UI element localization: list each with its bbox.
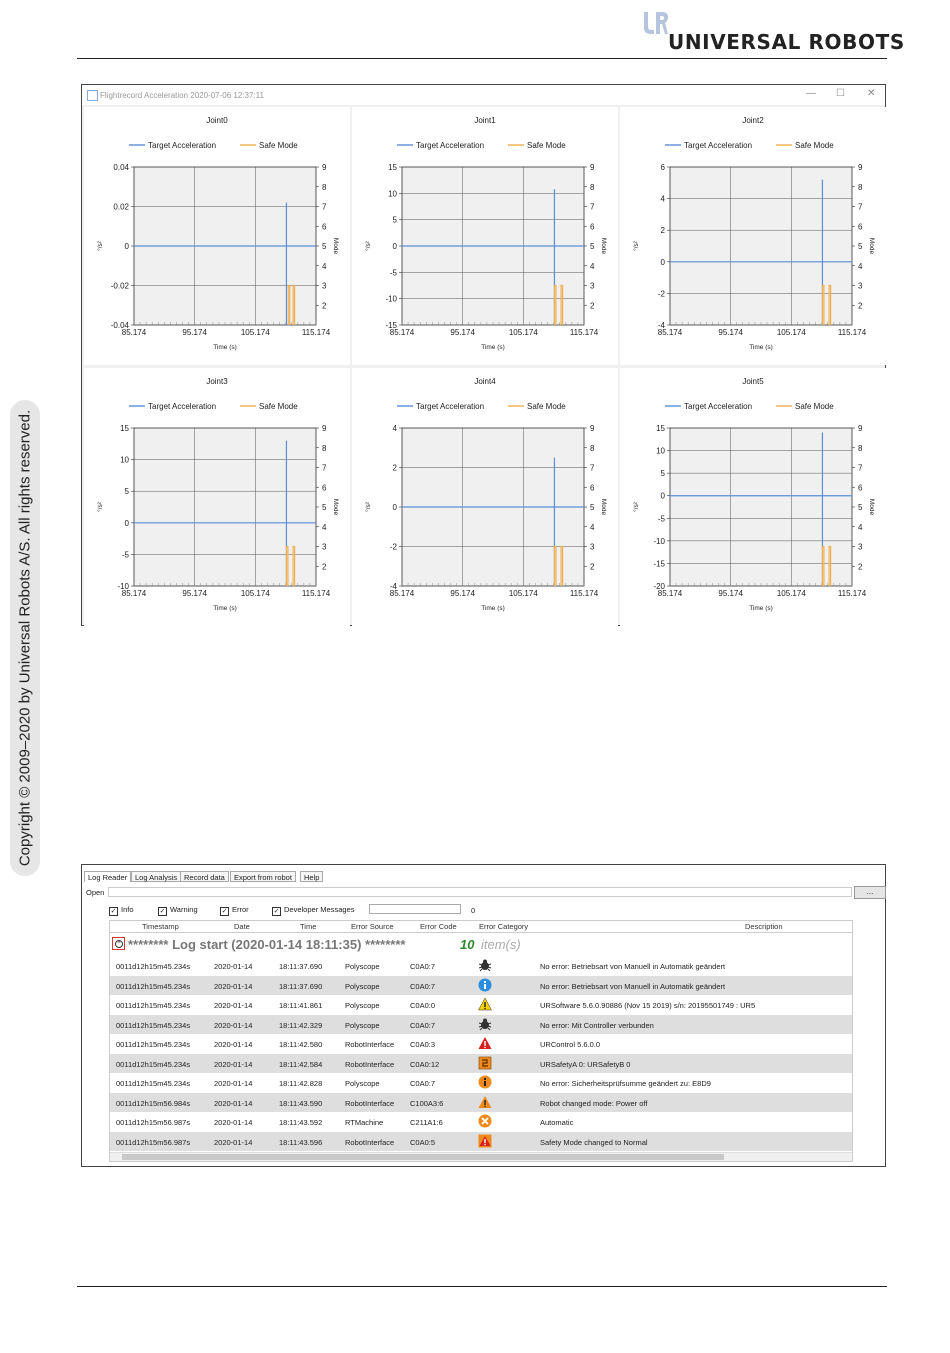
y-tick-label: -5 [657,514,665,524]
chart-panel-joint4 [352,368,618,626]
cell-date: 2020-01-14 [214,1001,253,1010]
x-tick-label: 105.174 [776,328,806,337]
cell-src: Polyscope [345,1001,380,1010]
scrollbar-thumb[interactable] [122,1154,724,1160]
y2-tick-label: 9 [322,163,327,172]
y2-tick-label: 8 [590,443,595,453]
plot-area [670,167,852,325]
y-tick-label: -2 [389,542,397,552]
fault-icon [478,1114,492,1128]
y-axis-label: °/s² [365,241,372,251]
y2-tick-label: 3 [322,281,327,291]
cell-src: RobotInterface [345,1098,395,1108]
brand-name: UNIVERSAL ROBOTS [668,30,905,54]
table-row[interactable] [110,976,852,995]
cell-ts: 0011d12h15m45.234s [116,981,191,991]
window-title: Flightrecord Acceleration 2020-07-06 12:37:11 [100,91,264,100]
cell-date: 2020-01-14 [214,1137,253,1147]
group-title: ******** Log start (2020-01-14 18:11:35) ******** [128,937,406,952]
cell-src: RTMachine [345,1118,384,1127]
cell-ts: 0011d12h15m56.987s [116,1118,191,1127]
y-tick-label: -15 [385,321,397,330]
y-tick-label: 0 [124,518,129,528]
cell-desc: Automatic [540,1118,574,1127]
y-tick-label: -10 [653,536,665,546]
y-tick-label: -15 [653,559,665,569]
cell-desc: URControl 5.6.0.0 [540,1040,601,1049]
y-axis-label: °/s² [97,241,104,251]
close-button[interactable]: ✕ [867,88,876,99]
y2-tick-label: 8 [322,443,327,453]
cell-ts: 0011d12h15m45.234s [116,1001,191,1010]
cell-code: C0A0:7 [410,1020,436,1030]
legend-label-target: Target Acceleration [148,402,217,411]
y-tick-label: 2 [392,463,397,473]
cell-time: 18:11:42.584 [279,1059,323,1069]
y-tick-label: 0 [660,491,665,501]
y-tick-label: 0 [124,242,129,251]
chevron-up-icon: ^ [115,940,123,948]
cell-desc: No error: Betriebsart von Manuell in Automatik geändert [540,981,726,991]
notice-icon [478,1075,492,1089]
y2-tick-label: 4 [858,522,863,532]
x-axis-label: Time (s) [749,344,773,351]
checkbox-check-icon: ✓ [110,908,117,915]
log-table [109,920,853,1162]
y-tick-label: 4 [660,194,665,204]
cell-code: C100A3:6 [410,1098,444,1108]
chart-title: Joint1 [474,116,496,125]
header-rule [77,58,887,59]
cell-desc: URSoftware 5.6.0.90886 (Nov 15 2019) s/n: 20195501749 : UR5 [540,1001,756,1010]
x-axis-label: Time (s) [481,605,505,612]
cell-time: 18:11:43.592 [279,1118,323,1127]
x-tick-label: 115.174 [301,589,331,598]
cell-code: C0A0:7 [410,981,436,991]
cell-ts: 0011d12h15m45.234s [116,1079,191,1088]
y2-tick-label: 7 [858,463,863,473]
column-timestamp[interactable]: Timestamp [142,922,179,931]
y2-tick-label: 6 [322,483,327,493]
cell-ts: 0011d12h15m45.234s [116,1040,191,1049]
y2-tick-label: 5 [322,503,327,512]
orange-warning-icon [478,1095,492,1109]
checkbox-check-icon: ✓ [159,908,166,915]
y2-tick-label: 4 [322,522,327,532]
x-tick-label: 95.174 [450,328,475,337]
y-tick-label: -20 [653,582,665,591]
legend-label-safe: Safe Mode [527,402,566,411]
chart-title: Joint4 [474,377,496,386]
y-tick-label: 15 [656,424,665,433]
y2-tick-label: 2 [322,562,327,572]
table-row[interactable] [110,1015,852,1034]
cell-ts: 0011d12h15m45.234s [116,1020,191,1030]
y-tick-label: 4 [392,424,397,433]
cell-desc: URSafetyA 0: URSafetyB 0 [540,1059,631,1069]
y-tick-label: 5 [660,469,665,479]
x-tick-label: 105.174 [776,589,806,598]
cell-desc: Robot changed mode: Power off [540,1098,648,1108]
bug-icon [478,1017,492,1031]
checkbox-check-icon: ✓ [273,908,280,915]
cell-src: Polyscope [345,981,380,991]
horizontal-scrollbar[interactable] [110,1152,852,1161]
legend-label-safe: Safe Mode [259,141,298,150]
chart-joint2 [620,107,886,365]
cell-code: C0A0:7 [410,962,436,971]
y2-axis-label: Mode [332,498,339,516]
y-tick-label: -5 [389,268,397,278]
filter-warning-label: Warning [170,905,198,914]
open-path-input[interactable] [108,887,852,897]
chart-joint5 [620,368,886,626]
x-tick-label: 105.174 [240,589,270,598]
table-row[interactable] [110,1073,852,1092]
x-tick-label: 115.174 [837,589,867,598]
y-axis-label: °/s² [633,241,640,251]
y-axis-label: °/s² [97,502,104,512]
y2-tick-label: 6 [858,483,863,493]
cell-time: 18:11:43.596 [279,1137,323,1147]
x-axis-label: Time (s) [213,605,237,612]
table-row[interactable] [110,956,852,975]
legend-label-safe: Safe Mode [795,141,834,150]
x-tick-label: 85.174 [657,589,683,598]
y2-tick-label: 6 [322,222,327,232]
window-titlebar [82,85,885,105]
group-count: 10 [460,937,475,952]
maximize-button[interactable]: ☐ [836,88,845,99]
x-tick-label: 115.174 [569,589,599,598]
cell-time: 18:11:42.329 [279,1020,323,1030]
browse-button[interactable]: ... [854,886,886,899]
table-row[interactable] [110,1112,852,1131]
x-axis-label: Time (s) [749,605,773,612]
tab-help[interactable]: Help [300,871,323,882]
y-tick-label: -4 [657,321,665,330]
cell-src: Polyscope [345,962,380,971]
x-tick-label: 115.174 [301,328,331,337]
y-axis-label: °/s² [365,502,372,512]
y2-axis-label: Mode [868,498,875,516]
collapse-button[interactable] [112,937,125,950]
y2-tick-label: 6 [858,222,863,232]
tab-record-data[interactable]: Record data [180,871,229,882]
chart-panel-joint0 [84,107,350,365]
x-tick-label: 95.174 [182,589,207,598]
cell-code: C0A0:3 [410,1040,436,1049]
cell-desc: No error: Betriebsart von Manuell in Automatik geändert [540,962,726,971]
plot-area [670,428,852,586]
y-tick-label: 15 [120,424,129,433]
chart-joint3 [84,368,350,626]
legend-label-target: Target Acceleration [684,141,753,150]
cell-date: 2020-01-14 [214,981,253,991]
log-group-row [110,933,852,955]
x-tick-label: 95.174 [450,589,475,598]
cell-src: Polyscope [345,1020,380,1030]
cell-date: 2020-01-14 [214,1059,253,1069]
cell-code: C211A1:6 [410,1118,443,1127]
y2-tick-label: 9 [858,163,863,172]
x-tick-label: 95.174 [718,328,743,337]
y2-tick-label: 4 [858,261,863,271]
y-tick-label: 0.04 [113,163,129,172]
column-error-code[interactable]: Error Code [420,922,457,931]
cell-code: C0A0:7 [410,1079,436,1088]
y-tick-label: -4 [389,582,397,591]
y2-tick-label: 3 [590,281,595,291]
app-icon [87,90,98,101]
filter-developer-checkbox[interactable] [272,905,354,916]
flightrecord-window [81,84,886,626]
x-tick-label: 95.174 [182,328,207,337]
cell-desc: No error: Mit Controller verbunden [540,1020,654,1030]
cell-date: 2020-01-14 [214,1098,253,1108]
y2-tick-label: 8 [858,443,863,453]
chart-panel-joint3 [84,368,350,626]
y-tick-label: 5 [124,487,129,497]
x-tick-label: 85.174 [121,328,147,337]
bug-icon [478,958,492,972]
y2-tick-label: 5 [858,503,863,512]
table-row[interactable] [110,1132,852,1151]
cell-time: 18:11:42.580 [279,1040,323,1049]
y2-tick-label: 6 [590,222,595,232]
y-tick-label: 0 [392,503,397,512]
group-items-label: item(s) [481,937,521,952]
y2-tick-label: 5 [858,242,863,251]
y2-axis-label: Mode [600,498,607,516]
cell-code: C0A0:12 [410,1059,440,1069]
cell-date: 2020-01-14 [214,1020,253,1030]
cell-time: 18:11:41.861 [279,1001,323,1010]
y-tick-label: 2 [660,226,665,236]
tab-log-reader[interactable]: Log Reader [84,871,131,882]
y-tick-label: 15 [388,163,397,172]
cell-src: RobotInterface [345,1059,395,1069]
column-description[interactable]: Description [745,922,783,931]
y2-axis-label: Mode [332,237,339,255]
x-tick-label: 105.174 [508,589,538,598]
y-tick-label: 10 [120,455,129,465]
legend-label-target: Target Acceleration [416,402,485,411]
x-tick-label: 85.174 [121,589,147,598]
y2-axis-label: Mode [868,237,875,255]
cell-src: RobotInterface [345,1137,395,1147]
y2-tick-label: 8 [590,182,595,192]
y2-tick-label: 5 [590,242,595,251]
cell-src: RobotInterface [345,1040,395,1049]
cell-time: 18:11:37.690 [279,962,323,971]
y2-tick-label: 4 [590,522,595,532]
cell-desc: Safety Mode changed to Normal [540,1137,648,1147]
x-tick-label: 85.174 [389,328,415,337]
cell-ts: 0011d12h15m56.984s [116,1098,191,1108]
y2-tick-label: 5 [322,242,327,251]
chart-title: Joint0 [206,116,228,125]
filter-search-input[interactable] [369,904,461,914]
y2-tick-label: 6 [590,483,595,493]
y2-tick-label: 2 [590,562,595,572]
ur-logo-icon [642,10,668,36]
x-tick-label: 85.174 [657,328,683,337]
legend-label-target: Target Acceleration [416,141,485,150]
x-axis-label: Time (s) [213,344,237,351]
y-tick-label: 10 [388,189,397,199]
y2-tick-label: 7 [322,463,327,473]
y2-tick-label: 3 [858,281,863,291]
filter-warning-checkbox[interactable] [158,905,198,916]
minimize-button[interactable]: — [806,88,816,99]
cell-time: 18:11:42.828 [279,1079,323,1088]
cell-date: 2020-01-14 [214,962,253,971]
y2-tick-label: 8 [858,182,863,192]
chart-title: Joint2 [742,116,764,125]
tab-export-from-robot[interactable]: Export from robot [230,871,296,882]
table-header [110,921,852,933]
x-tick-label: 105.174 [508,328,538,337]
x-axis-label: Time (s) [481,344,505,351]
y2-tick-label: 2 [590,301,595,311]
chart-title: Joint3 [206,377,228,386]
violation-icon [478,1134,492,1148]
y-tick-label: -10 [385,294,397,304]
y2-tick-label: 7 [858,202,863,212]
legend-label-target: Target Acceleration [148,141,217,150]
safety-icon [478,1056,492,1070]
y2-tick-label: 4 [590,261,595,271]
x-tick-label: 105.174 [240,328,270,337]
filter-error-checkbox[interactable] [220,905,249,916]
y-tick-label: 0.02 [113,202,129,212]
y-tick-label: 10 [656,446,665,456]
y2-axis-label: Mode [600,237,607,255]
error-triangle-icon [478,1036,492,1050]
y2-tick-label: 7 [590,202,595,212]
y-tick-label: -0.04 [110,321,129,330]
y-tick-label: -2 [657,289,665,299]
tab-log-analysis[interactable]: Log Analysis [131,871,181,882]
y2-tick-label: 7 [590,463,595,473]
y2-tick-label: 8 [322,182,327,192]
chart-joint1 [352,107,618,365]
cell-date: 2020-01-14 [214,1079,253,1088]
chart-panel-joint1 [352,107,618,365]
cell-ts: 0011d12h15m45.234s [116,1059,191,1069]
cell-desc: No error: Sicherheitsprüfsumme geändert zu: E8D9 [540,1079,711,1088]
open-label: Open [86,888,105,897]
y-tick-label: 6 [660,163,665,172]
y2-tick-label: 9 [590,424,595,433]
legend-label-target: Target Acceleration [684,402,753,411]
y2-tick-label: 3 [322,542,327,552]
filter-info-checkbox[interactable] [109,905,134,916]
warning-icon [478,997,492,1011]
chart-grid [82,105,885,625]
y2-tick-label: 9 [322,424,327,433]
y2-tick-label: 2 [322,301,327,311]
y-axis-label: °/s² [633,502,640,512]
y2-tick-label: 4 [322,261,327,271]
filter-count: 0 [471,906,476,915]
y2-tick-label: 9 [858,424,863,433]
info-icon [478,978,492,992]
table-row[interactable] [110,1054,852,1073]
copyright-text: Copyright © 2009–2020 by Universal Robots A/S. All rights reserved. [16,409,34,867]
filter-info-label: Info [121,905,134,914]
chart-title: Joint5 [742,377,764,386]
legend-label-safe: Safe Mode [259,402,298,411]
y-tick-label: -10 [117,582,129,591]
column-error-source[interactable]: Error Source [351,922,394,931]
cell-src: Polyscope [345,1079,380,1088]
column-date[interactable]: Date [234,922,250,931]
y2-tick-label: 2 [858,562,863,572]
table-row[interactable] [110,995,852,1014]
log-reader-window [81,864,886,1167]
x-tick-label: 115.174 [569,328,599,337]
y-tick-label: -5 [121,550,129,560]
y-tick-label: 0 [660,257,665,267]
cell-ts: 0011d12h15m56.987s [116,1137,191,1147]
y-tick-label: 5 [392,215,397,225]
legend-label-safe: Safe Mode [795,402,834,411]
cell-code: C0A0:0 [410,1001,436,1010]
cell-code: C0A0:5 [410,1137,436,1147]
x-tick-label: 85.174 [389,589,415,598]
table-row[interactable] [110,1034,852,1053]
cell-time: 18:11:37.690 [279,981,323,991]
checkbox-check-icon: ✓ [221,908,228,915]
filter-error-label: Error [232,905,249,914]
y-tick-label: 0 [392,242,397,251]
chart-joint4 [352,368,618,626]
plot-area [134,428,316,586]
x-tick-label: 95.174 [718,589,743,598]
y2-tick-label: 3 [590,542,595,552]
footer-rule [77,1286,887,1287]
copyright-notice [10,400,40,876]
filter-developer-label: Developer Messages [284,905,355,914]
table-row[interactable] [110,1093,852,1112]
cell-time: 18:11:43.590 [279,1098,323,1108]
legend-label-safe: Safe Mode [527,141,566,150]
cell-ts: 0011d12h15m45.234s [116,962,191,971]
chart-panel-joint2 [620,107,886,365]
chart-joint0 [84,107,350,365]
cell-date: 2020-01-14 [214,1040,253,1049]
y2-tick-label: 7 [322,202,327,212]
y2-tick-label: 2 [858,301,863,311]
y-tick-label: -0.02 [110,281,129,291]
x-tick-label: 115.174 [837,328,867,337]
y2-tick-label: 5 [590,503,595,512]
chart-panel-joint5 [620,368,886,626]
column-time[interactable]: Time [300,922,317,931]
y2-tick-label: 9 [590,163,595,172]
y2-tick-label: 3 [858,542,863,552]
cell-date: 2020-01-14 [214,1118,253,1127]
column-error-category[interactable]: Error Category [479,922,529,931]
